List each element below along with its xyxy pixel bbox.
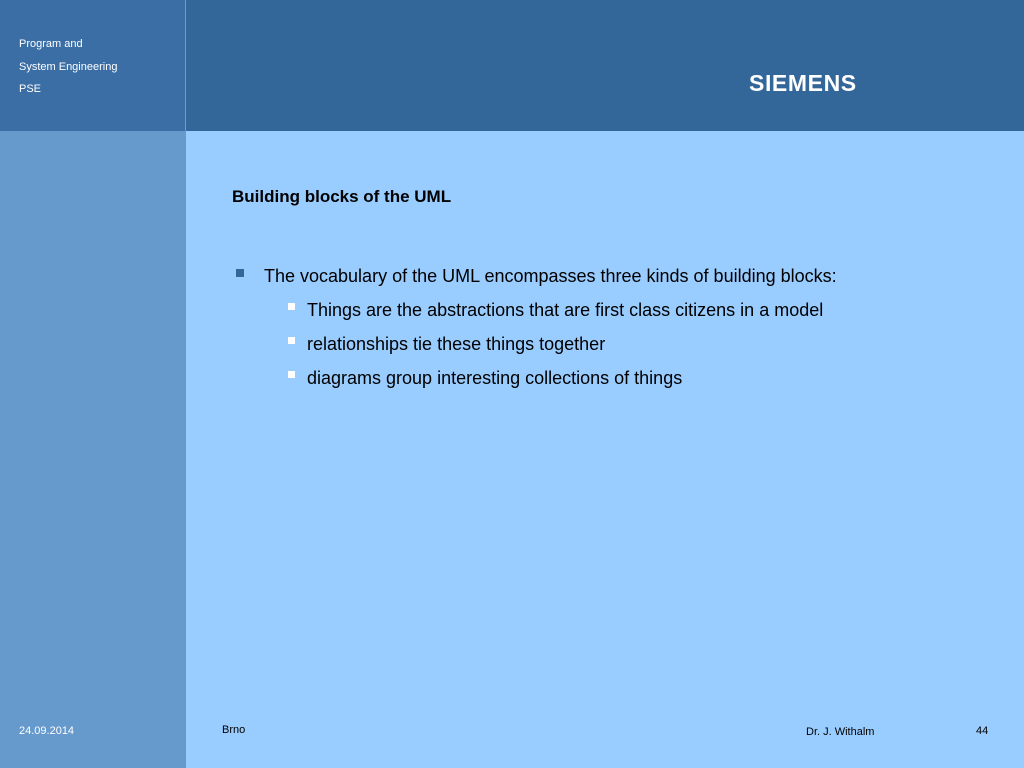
square-bullet-icon	[288, 337, 295, 344]
page-number: 44	[976, 725, 989, 737]
department-line-1: Program and	[19, 38, 83, 50]
siemens-logo: SIEMENS	[749, 70, 857, 96]
department-label	[19, 33, 117, 101]
square-bullet-icon	[236, 269, 244, 277]
left-sidebar	[0, 131, 186, 768]
slide-header	[0, 0, 1024, 131]
footer-author: Dr. J. Withalm	[806, 726, 875, 738]
footer-location: Brno	[222, 724, 246, 736]
header-left-panel	[0, 0, 186, 131]
slide-title: Building blocks of the UML	[232, 187, 452, 206]
sub-bullet-text: diagrams group interesting collections of things	[307, 368, 683, 388]
sub-bullet-text: Things are the abstractions that are first class citizens in a model	[307, 300, 824, 320]
footer-date: 24.09.2014	[19, 725, 75, 737]
sub-bullet-text: relationships tie these things together	[307, 334, 606, 354]
square-bullet-icon	[288, 303, 295, 310]
slide-content-area	[186, 131, 1024, 768]
department-line-2: System Engineering	[19, 60, 118, 73]
square-bullet-icon	[288, 371, 295, 378]
bullet-text: The vocabulary of the UML encompasses three kinds of building blocks:	[264, 266, 837, 286]
department-line-3: PSE	[19, 83, 42, 95]
